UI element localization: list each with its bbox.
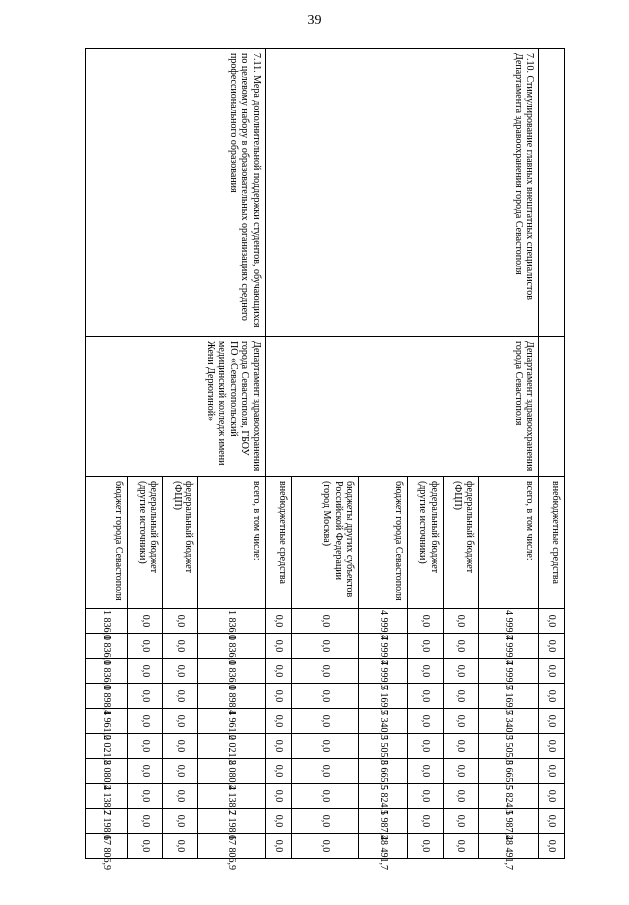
value-cell: 1 836,0 <box>198 659 266 684</box>
value-cell: 48 491,7 <box>359 834 408 859</box>
value-cell: 0,0 <box>291 709 359 734</box>
responsible-cell: Департамент здравоохранения города Севастополя, ГБОУ ПО «Севастопольский медицинский колледж имени Жени Дерюгиной» <box>86 337 266 477</box>
value-cell: 0,0 <box>163 809 198 834</box>
value-cell: 0,0 <box>163 634 198 659</box>
value-cell: 4 999,7 <box>478 634 539 659</box>
value-cell: 0,0 <box>408 684 443 709</box>
value-cell: 0,0 <box>443 684 478 709</box>
funding-source-cell: бюджет города Севастополя <box>359 477 408 609</box>
value-cell: 0,0 <box>408 734 443 759</box>
table-row <box>539 49 565 859</box>
value-cell: 0,0 <box>265 609 291 634</box>
value-cell: 0,0 <box>291 734 359 759</box>
measure-name-cell: 7.11. Мера дополнительной поддержки студентов, обучающихся по целевому набору в образовательных организациях среднего профессионального образования <box>86 49 266 337</box>
value-cell: 0,0 <box>539 809 565 834</box>
page-number: 39 <box>307 13 322 28</box>
value-cell: 4 999,7 <box>359 659 408 684</box>
value-cell: 0,0 <box>539 609 565 634</box>
value-cell: 0,0 <box>265 684 291 709</box>
value-cell: 5 169,7 <box>478 684 539 709</box>
value-cell: 1 961,0 <box>86 709 128 734</box>
value-cell: 0,0 <box>291 609 359 634</box>
value-cell: 0,0 <box>408 809 443 834</box>
value-cell: 0,0 <box>163 609 198 634</box>
value-cell: 0,0 <box>163 659 198 684</box>
value-cell: 1 836,0 <box>86 609 128 634</box>
value-cell: 0,0 <box>408 609 443 634</box>
value-cell: 2 021,8 <box>86 734 128 759</box>
value-cell: 5 169,7 <box>359 684 408 709</box>
funding-table <box>85 48 565 870</box>
value-cell: 1 836,0 <box>86 634 128 659</box>
value-cell: 4 999,7 <box>359 634 408 659</box>
value-cell: 0,0 <box>291 684 359 709</box>
table-row <box>478 49 539 859</box>
value-cell: 2 021,8 <box>198 734 266 759</box>
empty-cell <box>539 49 565 337</box>
value-cell: 1 898,4 <box>198 684 266 709</box>
value-cell: 5 665,5 <box>359 759 408 784</box>
value-cell: 0,0 <box>163 834 198 859</box>
value-cell: 0,0 <box>163 784 198 809</box>
value-cell: 0,0 <box>265 634 291 659</box>
value-cell: 0,0 <box>539 834 565 859</box>
value-cell: 5 505,8 <box>359 734 408 759</box>
empty-cell <box>539 337 565 477</box>
funding-source-cell: всего, в том числе: <box>198 477 266 609</box>
value-cell: 0,0 <box>128 784 163 809</box>
funding-source-cell: внебюджетные средства <box>265 477 291 609</box>
value-cell: 0,0 <box>408 659 443 684</box>
value-cell: 0,0 <box>443 734 478 759</box>
value-cell: 1 836,0 <box>198 609 266 634</box>
value-cell: 5 665,5 <box>478 759 539 784</box>
value-cell: 0,0 <box>163 759 198 784</box>
value-cell: 0,0 <box>128 734 163 759</box>
value-cell: 0,0 <box>291 634 359 659</box>
value-cell: 4 999,7 <box>478 609 539 634</box>
funding-source-cell: бюджеты других субъектов Российской Федерации (город Москва) <box>291 477 359 609</box>
value-cell: 1 836,0 <box>198 634 266 659</box>
responsible-cell: Департамент здравоохранения города Севастополя <box>265 337 538 477</box>
value-cell: 1 836,0 <box>86 659 128 684</box>
value-cell: 0,0 <box>265 759 291 784</box>
value-cell: 0,0 <box>539 759 565 784</box>
value-cell: 0,0 <box>265 784 291 809</box>
value-cell: 0,0 <box>291 809 359 834</box>
funding-source-cell: федеральный бюджет (ФЦП) <box>443 477 478 609</box>
value-cell: 0,0 <box>539 709 565 734</box>
value-cell: 0,0 <box>539 634 565 659</box>
value-cell: 0,0 <box>128 634 163 659</box>
funding-source-cell: федеральный бюджет (ФЦП) <box>163 477 198 609</box>
value-cell: 5 824,1 <box>478 784 539 809</box>
value-cell: 2 080,4 <box>86 759 128 784</box>
value-cell: 0,0 <box>443 759 478 784</box>
value-cell: 0,0 <box>128 609 163 634</box>
value-cell: 0,0 <box>408 784 443 809</box>
value-cell: 0,0 <box>265 709 291 734</box>
funding-source-cell: федеральный бюджет (другие источники) <box>408 477 443 609</box>
value-cell: 0,0 <box>539 659 565 684</box>
value-cell: 0,0 <box>539 684 565 709</box>
measure-name-cell: 7.10. Стимулирование главных внештатных специалистов Департамента здравоохранения города Севастополя <box>265 49 538 337</box>
value-cell: 0,0 <box>443 609 478 634</box>
value-cell: 0,0 <box>128 684 163 709</box>
value-cell: 0,0 <box>408 834 443 859</box>
value-cell: 0,0 <box>291 834 359 859</box>
value-cell: 0,0 <box>163 734 198 759</box>
value-cell: 0,0 <box>443 784 478 809</box>
value-cell: 2 080,4 <box>198 759 266 784</box>
value-cell: 0,0 <box>443 809 478 834</box>
value-cell: 4 999,7 <box>478 659 539 684</box>
value-cell: 0,0 <box>291 659 359 684</box>
funding-source-cell: федеральный бюджет (другие источники) <box>128 477 163 609</box>
value-cell: 2 138,7 <box>86 784 128 809</box>
value-cell: 0,0 <box>291 759 359 784</box>
value-cell: 2 138,7 <box>198 784 266 809</box>
value-cell: 0,0 <box>408 759 443 784</box>
funding-source-cell: внебюджетные средства <box>539 477 565 609</box>
value-cell: 0,0 <box>539 734 565 759</box>
value-cell: 0,0 <box>443 659 478 684</box>
value-cell: 0,0 <box>539 784 565 809</box>
value-cell: 0,0 <box>265 809 291 834</box>
value-cell: 5 505,8 <box>478 734 539 759</box>
value-cell: 4 999,7 <box>359 609 408 634</box>
value-cell: 0,0 <box>408 709 443 734</box>
value-cell: 0,0 <box>265 659 291 684</box>
value-cell: 1 961,0 <box>198 709 266 734</box>
value-cell: 0,0 <box>443 634 478 659</box>
value-cell: 0,0 <box>128 809 163 834</box>
value-cell: 5 340,3 <box>359 709 408 734</box>
value-cell: 5 987,2 <box>478 809 539 834</box>
value-cell: 0,0 <box>163 684 198 709</box>
table-row <box>198 49 266 859</box>
value-cell: 0,0 <box>265 734 291 759</box>
value-cell: 0,0 <box>443 834 478 859</box>
value-cell: 0,0 <box>128 709 163 734</box>
value-cell: 0,0 <box>443 709 478 734</box>
value-cell: 0,0 <box>128 759 163 784</box>
value-cell: 0,0 <box>163 709 198 734</box>
value-cell: 0,0 <box>291 784 359 809</box>
value-cell: 17 806,9 <box>198 834 266 859</box>
value-cell: 0,0 <box>128 659 163 684</box>
rotated-table-container <box>85 48 565 870</box>
value-cell: 2 198,6 <box>86 809 128 834</box>
value-cell: 17 806,9 <box>86 834 128 859</box>
value-cell: 0,0 <box>128 834 163 859</box>
value-cell: 48 491,7 <box>478 834 539 859</box>
value-cell: 2 198,6 <box>198 809 266 834</box>
value-cell: 0,0 <box>265 834 291 859</box>
value-cell: 5 987,2 <box>359 809 408 834</box>
value-cell: 1 898,4 <box>86 684 128 709</box>
value-cell: 5 824,1 <box>359 784 408 809</box>
funding-source-cell: бюджет города Севастополя <box>86 477 128 609</box>
value-cell: 0,0 <box>408 634 443 659</box>
funding-source-cell: всего, в том числе: <box>478 477 539 609</box>
value-cell: 5 340,3 <box>478 709 539 734</box>
